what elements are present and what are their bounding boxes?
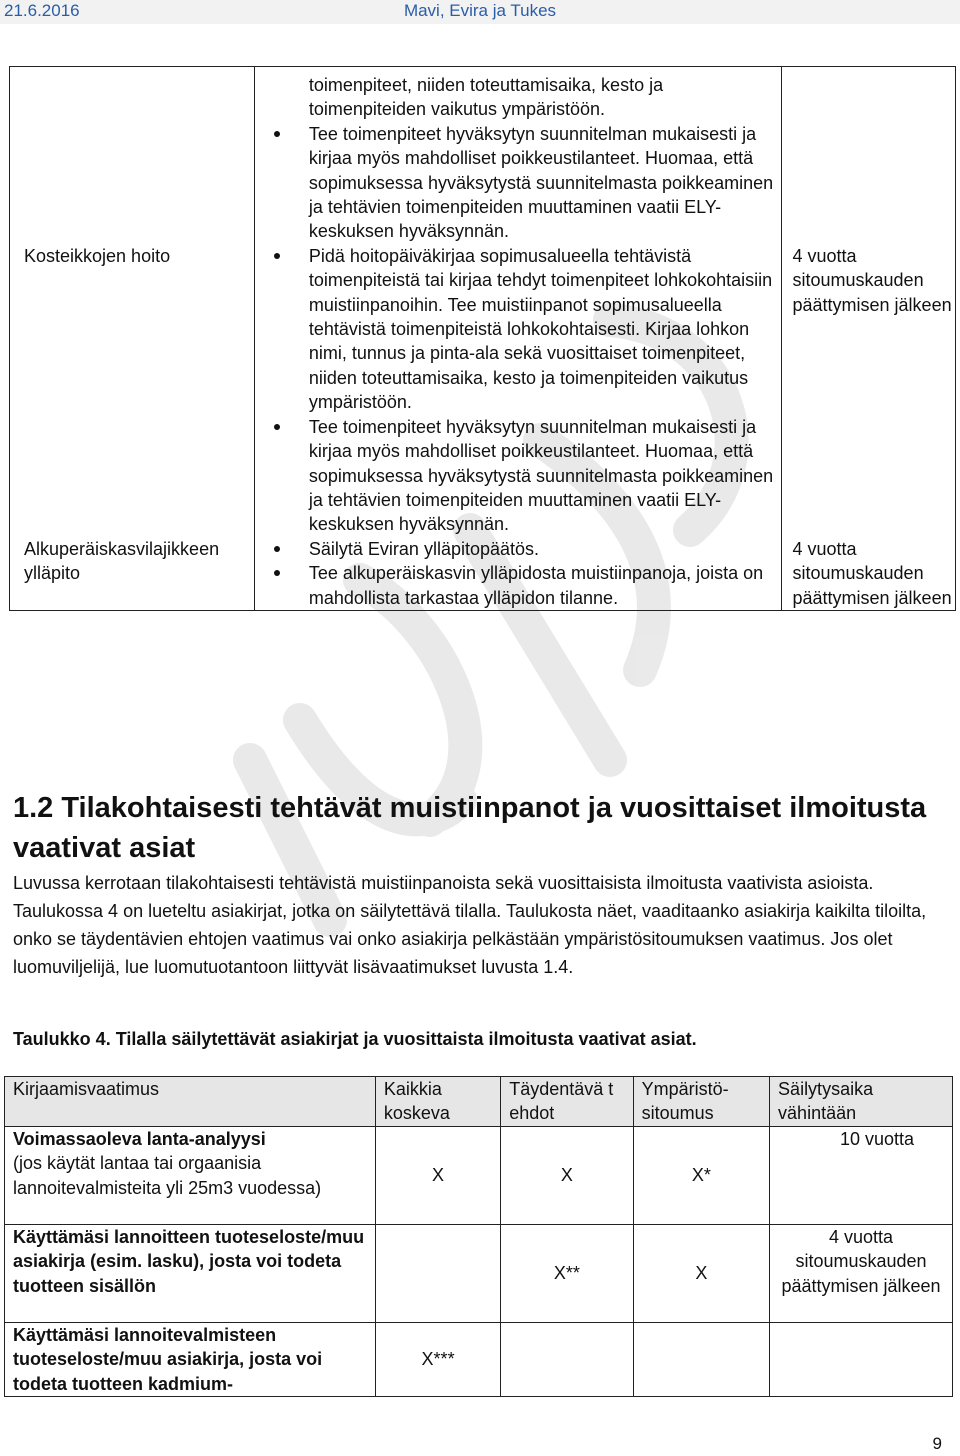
all-cell: [375, 1224, 500, 1322]
section-paragraph: Luvussa kerrotaan tilakohtaisesti tehtävistä muistiinpanoista sekä vuosittaisista ilmoitusta vaativista asioista. Taulukossa 4 on lueteltu asiakirjat, jotka on säilytettävä tilalla. Taulukosta näet, vaaditaanko asiakirja kaikilta tiloilta, onko se täydentävien ehtojen vaatimus vai onko asiakirja pelkästään ympäristösitoumuksen vaatimus. Jos olet luomuviljelijä, lue luomutuotantoon liittyvät lisävaatimukset luvusta 1.4.: [13, 873, 927, 977]
list-item: Tee alkuperäiskasvin ylläpidosta muistiinpanoja, joista on mahdollista tarkastaa ylläpidon tilanne.: [309, 561, 781, 610]
row-bullets: [254, 244, 781, 537]
table-row: [5, 1322, 953, 1396]
requirement-cell: [5, 1224, 376, 1322]
env-commitment-cell: X: [633, 1224, 769, 1322]
header-title: Mavi, Evira ja Tukes: [403, 1, 557, 20]
env-commitment-cell: X*: [633, 1126, 769, 1224]
list-item-continued: toimenpiteet, niiden toteuttamisaika, kesto ja toimenpiteiden vaikutus ympäristöön.: [308, 75, 664, 120]
header-date: 21.6.2016: [4, 1, 80, 20]
column-header: Kaikkia koskeva: [375, 1077, 500, 1127]
retention-cell: [770, 1322, 953, 1396]
row-bullets: [254, 67, 781, 244]
cross-compliance-cell: X: [501, 1126, 633, 1224]
requirement-cell: [5, 1322, 376, 1396]
row-retention: 4 vuotta sitoumuskauden päättymisen jälkeen: [781, 244, 956, 537]
row-name: [10, 67, 255, 244]
retention-cell: 10 vuotta: [770, 1126, 953, 1224]
column-header: Täydentävä t ehdot: [501, 1077, 633, 1127]
retention-cell: 4 vuotta sitoumuskauden päättymisen jälkeen: [770, 1224, 953, 1322]
row-retention: [781, 67, 956, 244]
cross-compliance-cell: X**: [501, 1224, 633, 1322]
all-cell: X***: [375, 1322, 500, 1396]
requirement-title: Voimassaoleva lanta-analyysi: [13, 1128, 266, 1149]
list-item: Tee toimenpiteet hyväksytyn suunnitelman mukaisesti ja kirjaa myös mahdolliset poikkeustilanteet. Huomaa, että sopimuksessa hyväksytystä suunnitelmasta poikkeaminen ja tehtävien toimenpiteiden muuttaminen vaatii ELY-keskuksen hyväksynnän.: [309, 122, 781, 244]
env-commitment-cell: [633, 1322, 769, 1396]
column-header: Säilytysaika vähintään: [770, 1077, 953, 1127]
row-name: Kosteikkojen hoito: [10, 244, 255, 537]
row-retention: 4 vuotta sitoumuskauden päättymisen jälkeen: [781, 537, 956, 611]
column-header: Ympäristö-sitoumus: [633, 1077, 769, 1127]
list-item: Tee toimenpiteet hyväksytyn suunnitelman mukaisesti ja kirjaa myös mahdolliset poikkeustilanteet. Huomaa, että sopimuksessa hyväksytystä suunnitelmasta poikkeaminen ja tehtävien toimenpiteiden muuttaminen vaatii ELY-keskuksen hyväksynnän.: [309, 415, 781, 537]
table-row: [10, 244, 956, 537]
section-heading: 1.2 Tilakohtaisesti tehtävät muistiinpanot ja vuosittaiset ilmoitusta vaativat asiat: [13, 792, 927, 864]
row-bullets: [254, 537, 781, 611]
all-cell: X: [375, 1126, 500, 1224]
measures-table: [9, 66, 956, 611]
requirement-desc: (jos käytät lantaa tai orgaanisia lannoitevalmisteita yli 25m3 vuodessa): [13, 1153, 322, 1198]
documents-table: [4, 1076, 953, 1397]
requirement-title: Käyttämäsi lannoitevalmisteen tuoteseloste/muu asiakirja, josta voi todeta tuotteen kadmium-: [13, 1324, 323, 1394]
page-header: [0, 0, 960, 24]
list-item: Pidä hoitopäiväkirjaa sopimusalueella tehtävistä toimenpiteistä tai kirjaa tehdyt toimenpiteet lohkokohtaisiin muistiinpanoihin. Tee muistiinpanot sopimusalueella tehtävistä toimenpiteistä lohkokohtaisesti. Kirjaa lohkon nimi, tunnus ja pinta-ala sekä vuosittaiset toimenpiteet, niiden toteuttamisaika, kesto ja toimenpiteiden vaikutus ympäristöön.: [309, 244, 781, 415]
table-header-row: [5, 1077, 953, 1127]
page-number: 9: [932, 1434, 942, 1453]
requirement-title: Käyttämäsi lannoitteen tuoteseloste/muu asiakirja (esim. lasku), josta voi todeta tuotteen sisällön: [13, 1226, 365, 1296]
table-row: [10, 537, 956, 611]
table-row: [5, 1224, 953, 1322]
list-item: Säilytä Eviran ylläpitopäätös.: [309, 537, 781, 561]
cross-compliance-cell: [501, 1322, 633, 1396]
table-caption: Taulukko 4. Tilalla säilytettävät asiakirjat ja vuosittaista ilmoitusta vaativat asiat.: [13, 1029, 697, 1049]
table-row: [10, 67, 956, 244]
row-name: Alkuperäiskasvilajikkeen ylläpito: [10, 537, 255, 611]
column-header: Kirjaamisvaatimus: [5, 1077, 376, 1127]
requirement-cell: [5, 1126, 376, 1224]
table-row: [5, 1126, 953, 1224]
